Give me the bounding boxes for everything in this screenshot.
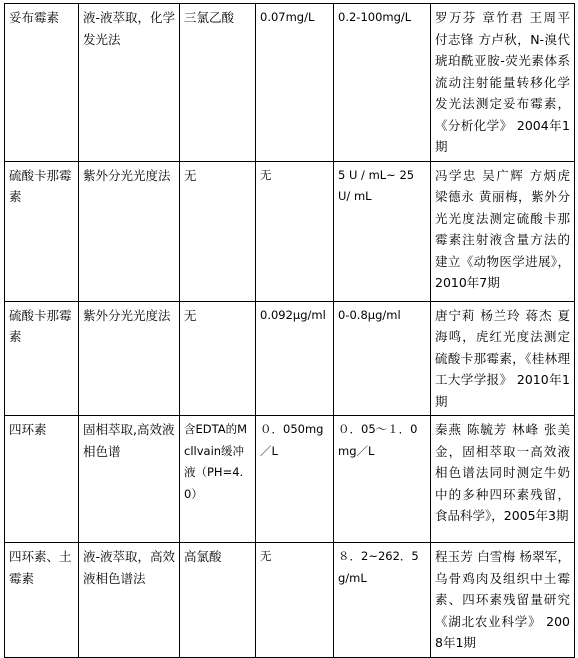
linear-range-cell: 0-0.8μg/ml <box>334 301 431 416</box>
linear-range-cell: ８．2~262．5 g/mL <box>334 543 431 658</box>
table-row <box>5 301 575 416</box>
reagent-cell: 含EDTA的Mcllvain缓冲液（PH=4.0） <box>180 416 256 543</box>
table-row <box>5 416 575 543</box>
reference-cell: 秦燕 陈毓芳 林峰 张美金，固相萃取一高效液相色谱法同时测定牛奶中的多种四环素残留，食品科学》，2005年3期 <box>431 416 575 543</box>
detection-limit-cell: 0.07mg/L <box>256 4 334 162</box>
drug-cell: 四环素 <box>5 416 79 543</box>
linear-range-cell: 5 U / mL~ 25 U/ mL <box>334 161 431 301</box>
drug-cell: 硫酸卡那霉素 <box>5 161 79 301</box>
reference-cell: 唐宁莉 杨兰玲 蒋杰 夏海鸣，虎红光度法测定硫酸卡那霉素，《桂林理工大学学报》 2010年1期 <box>431 301 575 416</box>
method-cell: 固相萃取,高效液相色谱 <box>79 416 180 543</box>
reagent-cell: 无 <box>180 301 256 416</box>
detection-limit-cell: 0.092μg/ml <box>256 301 334 416</box>
reagent-cell: 三氯乙酸 <box>180 4 256 162</box>
detection-limit-cell: ０．050mg／L <box>256 416 334 543</box>
method-cell: 液-液萃取，高效液相色谱法 <box>79 543 180 658</box>
table-row <box>5 543 575 658</box>
drug-cell: 妥布霉素 <box>5 4 79 162</box>
detection-limit-cell: 无 <box>256 161 334 301</box>
table-row <box>5 161 575 301</box>
table-row <box>5 4 575 162</box>
data-table <box>4 3 575 658</box>
detection-limit-cell: 无 <box>256 543 334 658</box>
reference-cell: 程玉芳 白雪梅 杨翠军，乌骨鸡肉及组织中土霉素、四环素残留量研究《湖北农业科学》 2008年1期 <box>431 543 575 658</box>
reference-cell: 罗万芬 章竹君 王周平 付志锋 方卢秋，N-溴代琥珀酰亚胺-荧光素体系流动注射能量转移化学发光法测定妥布霉素，《分析化学》 2004年1期 <box>431 4 575 162</box>
method-cell: 紫外分光光度法 <box>79 161 180 301</box>
reference-cell: 冯学忠 吴广辉 方炳虎 梁德永 黄丽梅，紫外分光光度法测定硫酸卡那霉素注射液含量方法的建立《动物医学进展》，2010年7期 <box>431 161 575 301</box>
drug-cell: 四环素、土霉素 <box>5 543 79 658</box>
reagent-cell: 无 <box>180 161 256 301</box>
drug-cell: 硫酸卡那霉素 <box>5 301 79 416</box>
method-cell: 液-液萃取，化学发光法 <box>79 4 180 162</box>
reagent-cell: 高氯酸 <box>180 543 256 658</box>
linear-range-cell: 0.2-100mg/L <box>334 4 431 162</box>
linear-range-cell: ０．05～１．0mg／L <box>334 416 431 543</box>
method-cell: 紫外分光光度法 <box>79 301 180 416</box>
